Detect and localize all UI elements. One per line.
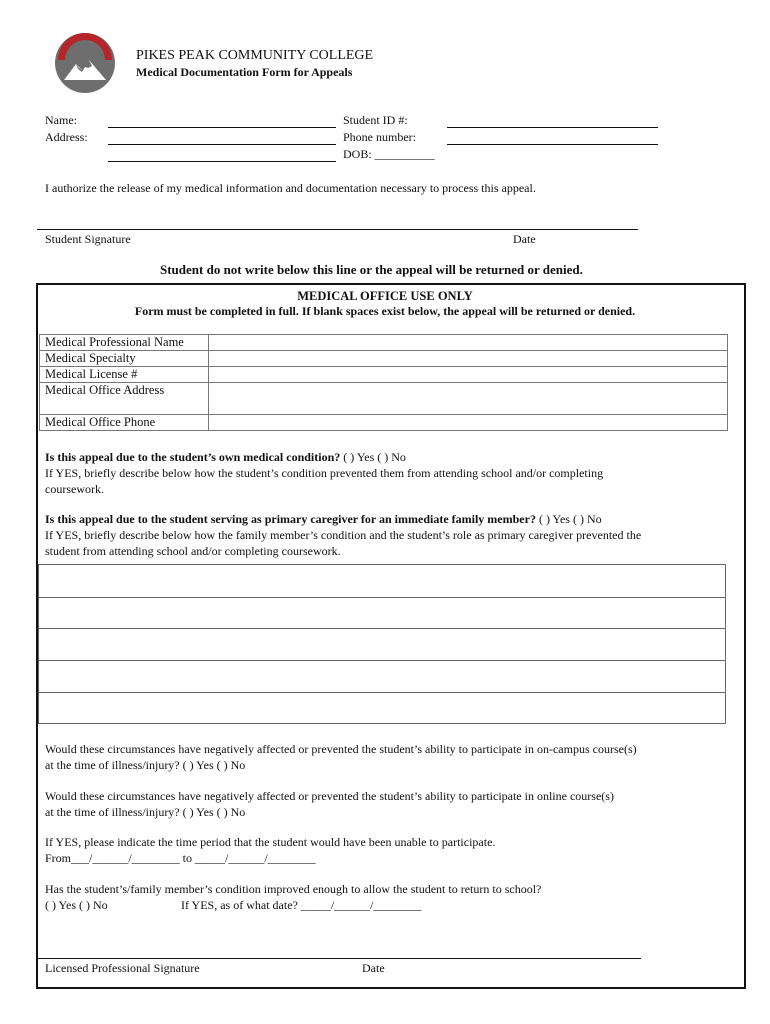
license-field[interactable] [209, 367, 728, 383]
q6-date[interactable]: If YES, as of what date? _____/______/________ [181, 898, 422, 912]
question-caregiver [45, 511, 602, 527]
q4-line-1: Would these circumstances have negatively affected or prevented the student’s ability to participate in online course(s) [45, 789, 614, 803]
professional-date-label: Date [362, 961, 385, 975]
professional-signature-line[interactable] [37, 958, 641, 959]
q1-detail-2: coursework. [45, 482, 104, 496]
description-box[interactable] [38, 564, 726, 724]
q1-options[interactable]: ( ) Yes ( ) No [343, 450, 406, 464]
specialty-field[interactable] [209, 351, 728, 367]
student-id-field[interactable] [447, 127, 658, 128]
professional-name-field[interactable] [209, 335, 728, 351]
q2-detail-1: If YES, briefly describe below how the family member’s condition and the student’s role as primary caregiver prevented the [45, 528, 642, 542]
phone-field[interactable] [447, 144, 658, 145]
q1-question: Is this appeal due to the student’s own medical condition? [45, 450, 341, 464]
license-label: Medical License # [40, 367, 209, 383]
dob-label: DOB: __________ [343, 147, 435, 161]
q2-detail-2: student from attending school and/or completing coursework. [45, 544, 341, 558]
office-address-field[interactable] [209, 383, 728, 415]
warning-text: Student do not write below this line or the appeal will be returned or denied. [160, 262, 583, 277]
q2-question: Is this appeal due to the student serving as primary caregiver for an immediate family member? [45, 512, 536, 526]
q4-line-2[interactable]: at the time of illness/injury? ( ) Yes ( ) No [45, 805, 246, 819]
description-row-divider [39, 628, 725, 629]
q3-line-2[interactable]: at the time of illness/injury? ( ) Yes ( ) No [45, 758, 246, 772]
medical-info-table [39, 334, 728, 431]
name-field[interactable] [108, 127, 336, 128]
office-subtitle: Form must be completed in full. If blank spaces exist below, the appeal will be returned or denied. [134, 304, 636, 318]
professional-signature-label: Licensed Professional Signature [45, 961, 200, 975]
description-row-divider [39, 660, 725, 661]
q6-options[interactable]: ( ) Yes ( ) No [45, 898, 108, 912]
q3-line-1: Would these circumstances have negatively affected or prevented the student’s ability to participate in on-campus course(s) [45, 742, 637, 756]
college-name: PIKES PEAK COMMUNITY COLLEGE [136, 48, 374, 63]
q5-line-2[interactable]: From___/______/________ to _____/______/________ [45, 851, 316, 865]
student-id-label: Student ID #: [343, 113, 408, 127]
address-label: Address: [45, 130, 88, 144]
description-row-divider [39, 692, 725, 693]
office-address-label: Medical Office Address [40, 383, 209, 415]
office-title: MEDICAL OFFICE USE ONLY [297, 289, 473, 303]
q5-line-1: If YES, please indicate the time period that the student would have been unable to participate. [45, 835, 496, 849]
q6-line-1: Has the student’s/family member’s condition improved enough to allow the student to return to school? [45, 882, 542, 896]
student-signature-label: Student Signature [45, 232, 131, 246]
college-logo [52, 30, 118, 96]
q2-options[interactable]: ( ) Yes ( ) No [538, 512, 602, 526]
form-title: Medical Documentation Form for Appeals [136, 65, 353, 79]
phone-label: Phone number: [343, 130, 416, 144]
name-label: Name: [45, 113, 77, 127]
description-row-divider [39, 597, 725, 598]
specialty-label: Medical Specialty [40, 351, 209, 367]
professional-name-label: Medical Professional Name [40, 335, 209, 351]
address-field-line-1[interactable] [108, 144, 336, 145]
authorization-text: I authorize the release of my medical information and documentation necessary to process this appeal. [45, 181, 536, 195]
address-field-line-2[interactable] [108, 161, 336, 162]
office-phone-label: Medical Office Phone [40, 415, 209, 431]
office-phone-field[interactable] [209, 415, 728, 431]
student-date-label: Date [513, 232, 536, 246]
student-signature-line[interactable] [37, 229, 638, 230]
q1-detail-1: If YES, briefly describe below how the student’s condition prevented them from attending school and/or completing [45, 466, 604, 480]
question-own-condition [45, 449, 406, 465]
